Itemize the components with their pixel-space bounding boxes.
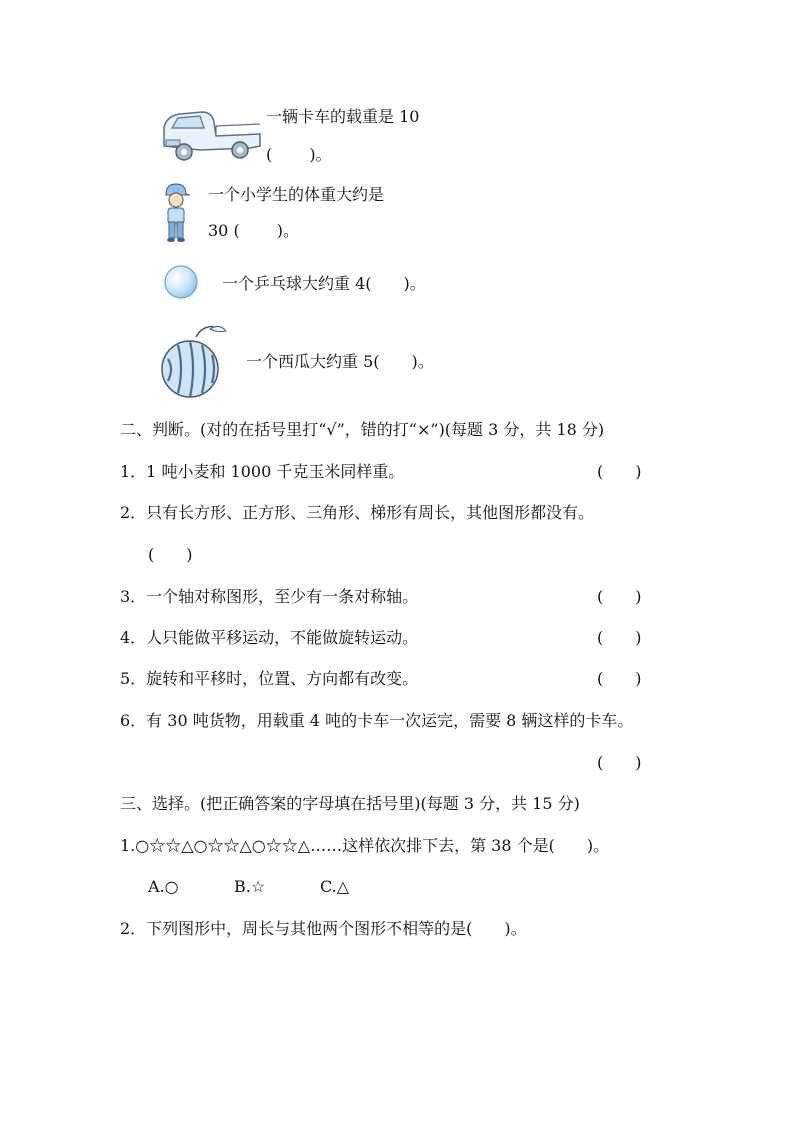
truck-icon [160,106,264,164]
student-question-answer: 30 ( )。 [208,221,300,240]
watermelon-icon [160,323,232,399]
ball-question: 一个乒乓球大约重 4( )。 [222,274,426,293]
judge-answer-5[interactable]: ( ) [597,669,642,688]
ping-pong-ball-icon [163,264,199,300]
choice-question-2: 2．下列图形中，周长与其他两个图形不相等的是( )。 [120,919,527,938]
judge-question-6: 6．有 30 吨货物，用载重 4 吨的卡车一次运完，需要 8 辆这样的卡车。 [120,711,634,730]
choice-question-1: 1.○☆☆△○☆☆△○☆☆△……这样依次排下去，第 38 个是( )。 [120,836,610,855]
watermelon-question: 一个西瓜大约重 5( )。 [246,352,434,371]
judge-question-4: 4．人只能做平移运动，不能做旋转运动。 [120,628,419,647]
judge-answer-2[interactable]: ( ) [148,545,193,564]
judge-question-1: 1．1 吨小麦和 1000 千克玉米同样重。 [120,462,405,481]
judge-answer-1[interactable]: ( ) [597,462,642,481]
choice-option-a[interactable]: A.○ [148,877,179,896]
truck-question-line1: 一辆卡车的载重是 10 [266,107,420,126]
judge-answer-6[interactable]: ( ) [597,753,642,772]
section3-heading: 三、选择。(把正确答案的字母填在括号里)(每题 3 分，共 15 分) [120,794,580,813]
student-icon [160,182,192,244]
judge-answer-4[interactable]: ( ) [597,628,642,647]
student-question-line1: 一个小学生的体重大约是 [208,185,385,204]
judge-answer-3[interactable]: ( ) [597,587,642,606]
choice-option-c[interactable]: C.△ [320,877,350,896]
judge-question-3: 3．一个轴对称图形，至少有一条对称轴。 [120,587,419,606]
truck-question-answer: ( )。 [266,145,332,164]
judge-question-2: 2．只有长方形、正方形、三角形、梯形有周长，其他图形都没有。 [120,503,595,522]
choice-option-b[interactable]: B.☆ [234,877,266,896]
section2-heading: 二、判断。(对的在括号里打“√”，错的打“×”)(每题 3 分，共 18 分) [120,420,605,439]
judge-question-5: 5．旋转和平移时，位置、方向都有改变。 [120,669,419,688]
